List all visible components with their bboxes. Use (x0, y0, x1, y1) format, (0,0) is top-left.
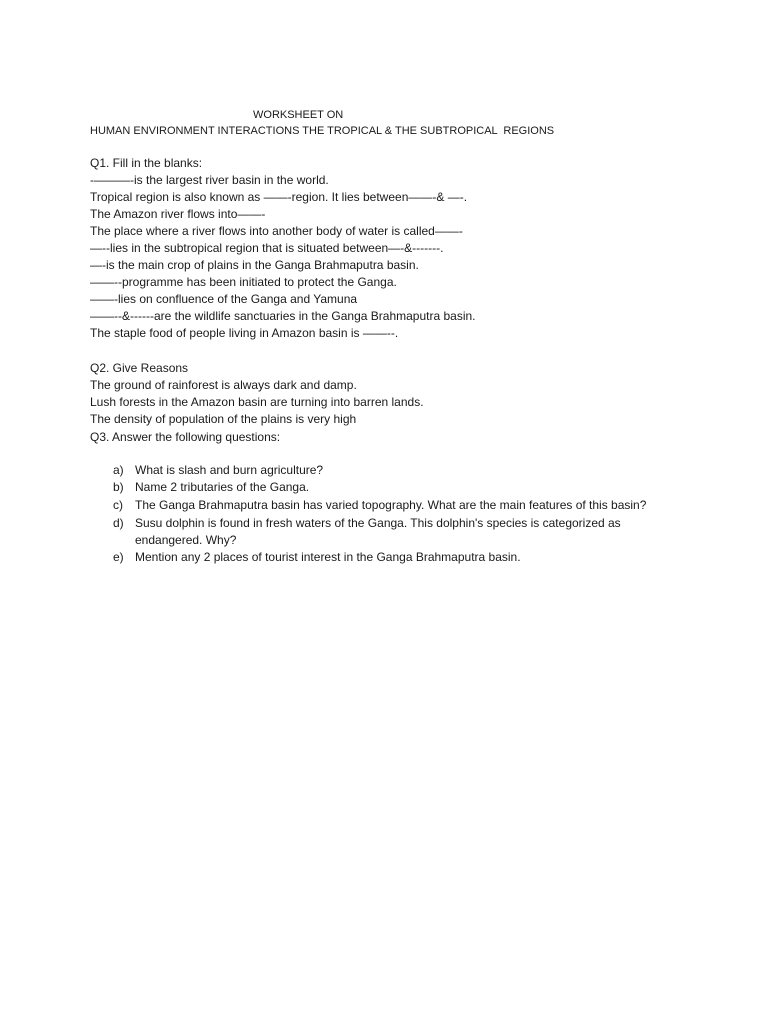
q1-item: Tropical region is also known as ——-region. It lies between——-& —-. (90, 190, 468, 204)
q3-item-text: The Ganga Brahmaputra basin has varied topography. What are the main features of this basin? (135, 498, 647, 512)
q3-item-marker: b) (113, 480, 124, 494)
q3-item-marker: e) (113, 550, 124, 564)
q1-item: ——--programme has been initiated to protect the Ganga. (90, 275, 397, 289)
q1-item: -———-is the largest river basin in the world. (90, 173, 329, 187)
worksheet-title: WORKSHEET ON (253, 109, 344, 121)
worksheet-subtitle: HUMAN ENVIRONMENT INTERACTIONS THE TROPICAL & THE SUBTROPICAL REGIONS (90, 125, 555, 137)
q3-item-marker: c) (113, 498, 123, 512)
q3-item-marker: a) (113, 463, 124, 477)
q2-item: The density of population of the plains is very high (90, 412, 357, 426)
q1-item: The staple food of people living in Amazon basin is ——--. (90, 326, 399, 340)
q1-item: The Amazon river flows into——- (90, 207, 266, 221)
q3-item-text: What is slash and burn agriculture? (135, 463, 324, 477)
q1-heading: Q1. Fill in the blanks: (90, 156, 203, 170)
q2-item: The ground of rainforest is always dark and damp. (90, 378, 357, 392)
q1-item: ——--&------are the wildlife sanctuaries in the Ganga Brahmaputra basin. (90, 309, 476, 323)
q3-item-text: Mention any 2 places of tourist interest in the Ganga Brahmaputra basin. (135, 550, 521, 564)
q3-item-text: Susu dolphin is found in fresh waters of the Ganga. This dolphin's species is categorized as endangered. Why? (135, 516, 621, 547)
q2-item: Lush forests in the Amazon basin are turning into barren lands. (90, 395, 424, 409)
q1-item: —--lies in the subtropical region that is situated between—-&-------. (90, 241, 444, 255)
q1-item: The place where a river flows into another body of water is called——- (90, 224, 463, 238)
q2-heading: Q2. Give Reasons (90, 361, 189, 375)
q1-item: ——-lies on confluence of the Ganga and Yamuna (90, 292, 358, 306)
q1-item: —-is the main crop of plains in the Ganga Brahmaputra basin. (90, 258, 419, 272)
q3-heading: Q3. Answer the following questions: (90, 430, 281, 444)
q3-item-text: Name 2 tributaries of the Ganga. (135, 480, 310, 494)
q3-item-marker: d) (113, 516, 124, 530)
